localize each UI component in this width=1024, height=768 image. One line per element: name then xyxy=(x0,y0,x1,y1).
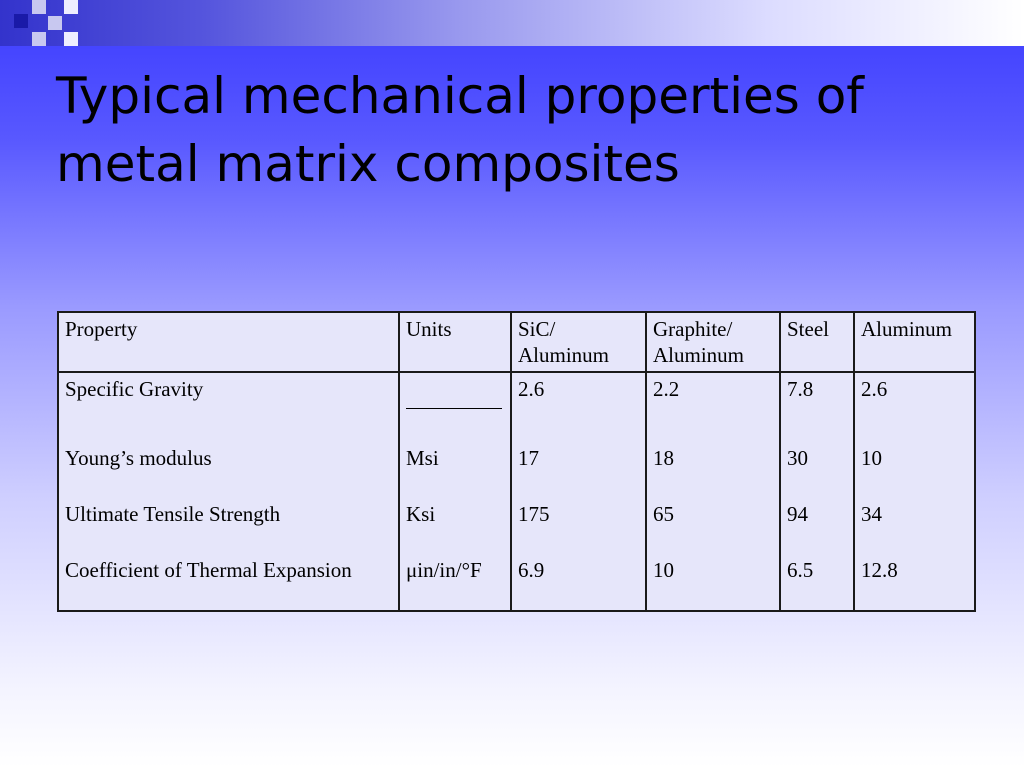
header-graphite-aluminum: Graphite/ Aluminum xyxy=(646,312,780,372)
cell-value: 175 xyxy=(511,498,646,554)
table-header-row xyxy=(58,312,975,372)
blank-line xyxy=(406,402,502,409)
header-units: Units xyxy=(399,312,511,372)
header-steel: Steel xyxy=(780,312,854,372)
properties-table xyxy=(57,311,976,612)
cell-value: 2.2 xyxy=(646,372,780,442)
decor-square xyxy=(48,16,62,30)
header-sic-aluminum: SiC/ Aluminum xyxy=(511,312,646,372)
decor-square xyxy=(64,0,78,14)
title-bar-gradient xyxy=(0,0,1024,46)
header-property: Property xyxy=(58,312,399,372)
cell-value: 65 xyxy=(646,498,780,554)
cell-units-blank xyxy=(399,372,511,442)
cell-units: Ksi xyxy=(399,498,511,554)
cell-value: 12.8 xyxy=(854,554,975,611)
cell-value: 94 xyxy=(780,498,854,554)
decor-square xyxy=(32,32,46,46)
slide-title: Typical mechanical properties of metal matrix composites xyxy=(56,67,864,193)
cell-value: 2.6 xyxy=(511,372,646,442)
cell-value: 34 xyxy=(854,498,975,554)
cell-value: 18 xyxy=(646,442,780,498)
table-row xyxy=(58,372,975,442)
cell-property: Ultimate Tensile Strength xyxy=(58,498,399,554)
decor-square xyxy=(32,0,46,14)
cell-property: Specific Gravity xyxy=(58,372,399,442)
table-row xyxy=(58,498,975,554)
header-aluminum: Aluminum xyxy=(854,312,975,372)
cell-units: μin/in/°F xyxy=(399,554,511,611)
cell-property: Young’s modulus xyxy=(58,442,399,498)
cell-value: 10 xyxy=(854,442,975,498)
properties-table-container xyxy=(57,311,976,612)
cell-value: 17 xyxy=(511,442,646,498)
cell-units: Msi xyxy=(399,442,511,498)
cell-value: 6.9 xyxy=(511,554,646,611)
cell-property: Coefficient of Thermal Expansion xyxy=(58,554,399,611)
decor-square xyxy=(64,32,78,46)
cell-value: 7.8 xyxy=(780,372,854,442)
cell-value: 30 xyxy=(780,442,854,498)
cell-value: 10 xyxy=(646,554,780,611)
decor-square xyxy=(14,14,28,28)
table-row xyxy=(58,554,975,611)
cell-value: 6.5 xyxy=(780,554,854,611)
cell-value: 2.6 xyxy=(854,372,975,442)
table-row xyxy=(58,442,975,498)
